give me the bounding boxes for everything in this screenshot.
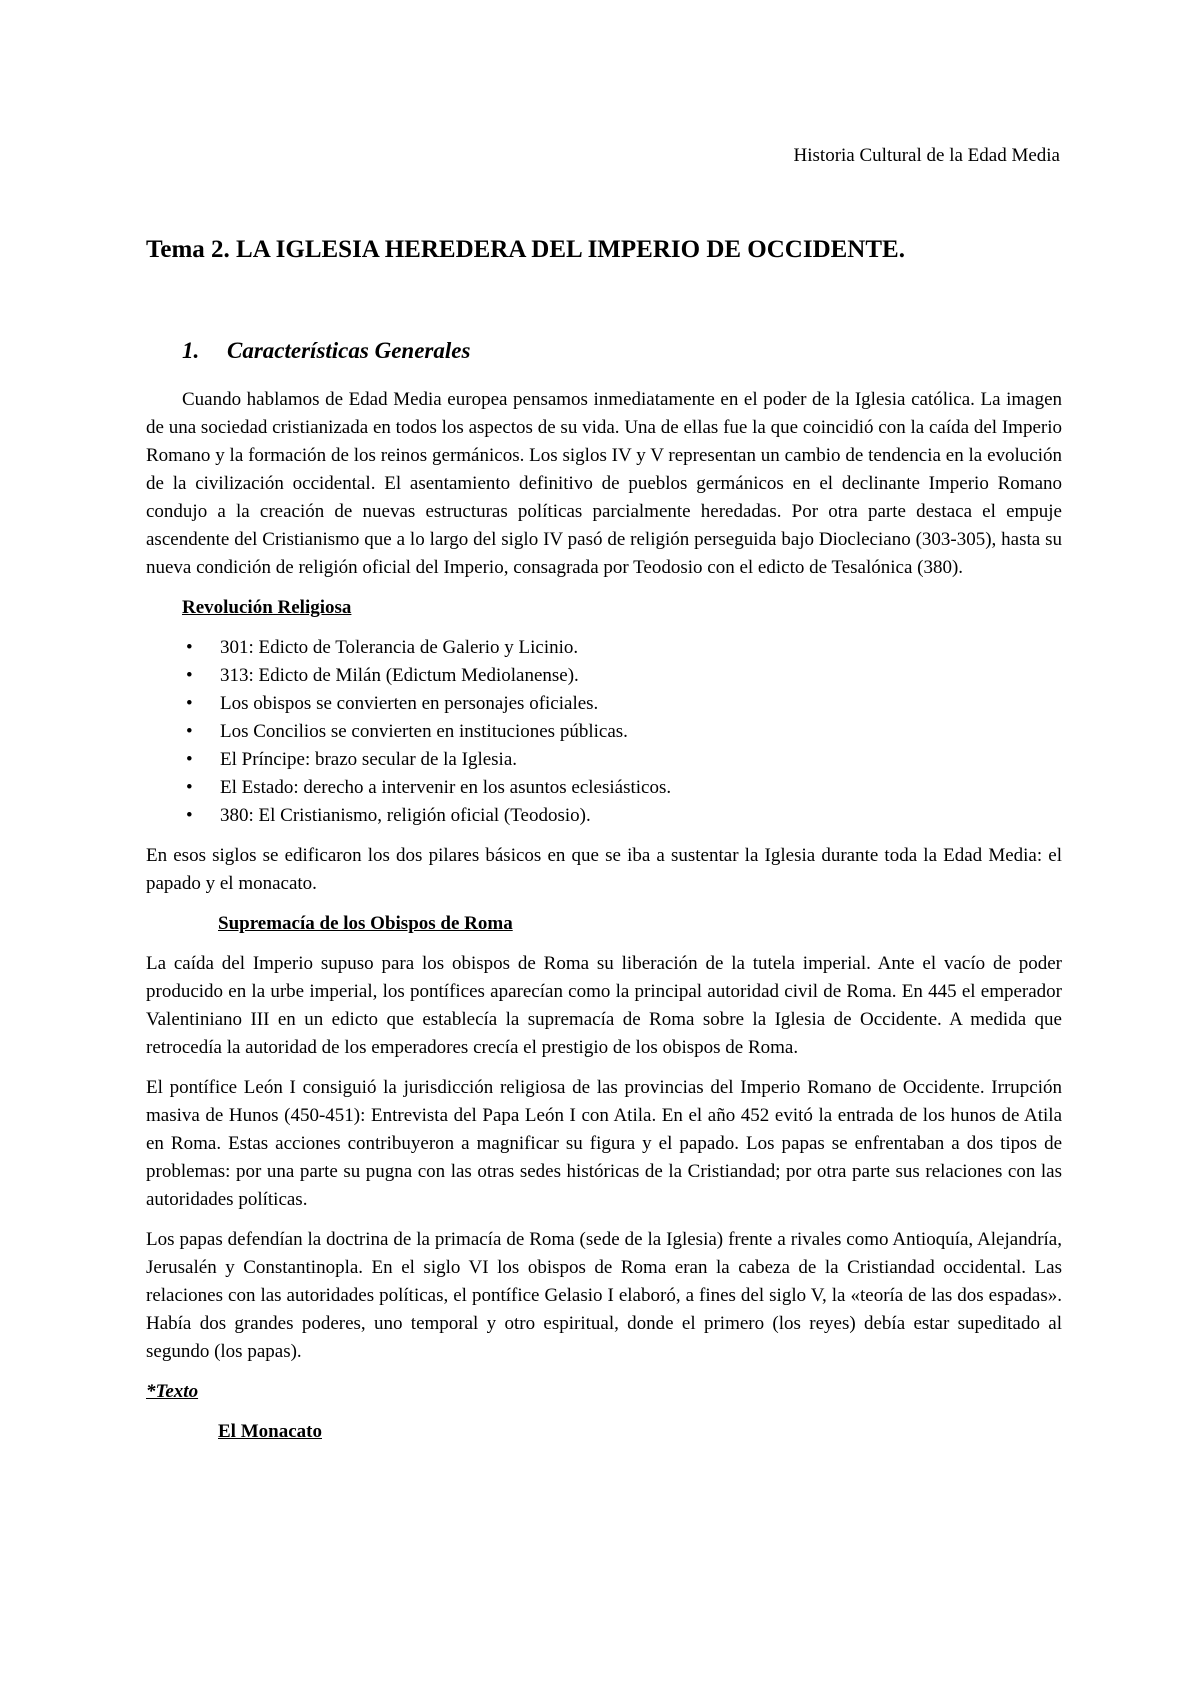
document-body <box>146 386 1062 1458</box>
list-item: • 380: El Cristianismo, religión oficial (Teodosio). <box>146 802 1062 830</box>
subheading-revolucion-religiosa: Revolución Religiosa <box>182 597 352 618</box>
list-item: • Los obispos se convierten en personajes oficiales. <box>146 690 1062 718</box>
section-heading <box>182 338 470 364</box>
list-item: • Los Concilios se convierten en instituciones públicas. <box>146 718 1062 746</box>
section-number: 1. <box>182 338 200 363</box>
running-header: Historia Cultural de la Edad Media <box>793 145 1060 166</box>
section-title: Características Generales <box>227 338 471 363</box>
list-item: • 313: Edicto de Milán (Edictum Mediolanense). <box>146 662 1062 690</box>
paragraph-leon: El pontífice León I consiguió la jurisdicción religiosa de las provincias del Imperio Romano de Occidente. Irrupción masiva de Hunos (450-451): Entrevista del Papa León I con Atila. En el año 452 evitó la entrada de los hunos de Atila en Roma. Estas acciones contribuyeron a magnificar su figura y el papado. Los papas se enfrentaban a dos tipos de problemas: por una parte su pugna con las otras sedes históricas de la Cristiandad; por otra parte sus relaciones con las autoridades políticas. <box>146 1077 1062 1210</box>
bullet-list <box>146 634 1062 830</box>
list-item: • 301: Edicto de Tolerancia de Galerio y Licinio. <box>146 634 1062 662</box>
subheading-monacato: El Monacato <box>218 1421 322 1442</box>
texto-reference: *Texto <box>146 1381 199 1402</box>
subheading-supremacia: Supremacía de los Obispos de Roma <box>218 913 513 934</box>
paragraph-intro: Cuando hablamos de Edad Media europea pensamos inmediatamente en el poder de la Iglesia católica. La imagen de una sociedad cristianizada en todos los aspectos de su vida. Una de ellas fue la que coincidió con la caída del Imperio Romano y la formación de los reinos germánicos. Los siglos IV y V representan un cambio de tendencia en la evolución de la civilización occidental. El asentamiento definitivo de pueblos germánicos en el declinante Imperio Romano condujo a la creación de nuevas estructuras políticas parcialmente heredadas. Por otra parte destaca el empuje ascendente del Cristianismo que a lo largo del siglo IV pasó de religión perseguida bajo Diocleciano (303-305), hasta su nueva condición de religión oficial del Imperio, consagrada por Teodosio con el edicto de Tesalónica (380). <box>146 389 1062 578</box>
document-title: Tema 2. LA IGLESIA HEREDERA DEL IMPERIO DE OCCIDENTE. <box>146 236 905 263</box>
list-item: • El Príncipe: brazo secular de la Iglesia. <box>146 746 1062 774</box>
paragraph-pilares: En esos siglos se edificaron los dos pilares básicos en que se iba a sustentar la Iglesia durante toda la Edad Media: el papado y el monacato. <box>146 845 1062 894</box>
paragraph-caida: La caída del Imperio supuso para los obispos de Roma su liberación de la tutela imperial. Ante el vacío de poder producido en la urbe imperial, los pontífices aparecían como la principal autoridad civil de Roma. En 445 el emperador Valentiniano III en un edicto que establecía la supremacía de Roma sobre la Iglesia de Occidente. A medida que retrocedía la autoridad de los emperadores crecía el prestigio de los obispos de Roma. <box>146 953 1062 1058</box>
list-item: • El Estado: derecho a intervenir en los asuntos eclesiásticos. <box>146 774 1062 802</box>
paragraph-papas: Los papas defendían la doctrina de la primacía de Roma (sede de la Iglesia) frente a rivales como Antioquía, Alejandría, Jerusalén y Constantinopla. En el siglo VI los obispos de Roma eran la cabeza de la Cristiandad occidental. Las relaciones con las autoridades políticas, el pontífice Gelasio I elaboró, a fines del siglo V, la «teoría de las dos espadas». Había dos grandes poderes, uno temporal y otro espiritual, donde el primero (los reyes) debía estar supeditado al segundo (los papas). <box>146 1229 1062 1362</box>
